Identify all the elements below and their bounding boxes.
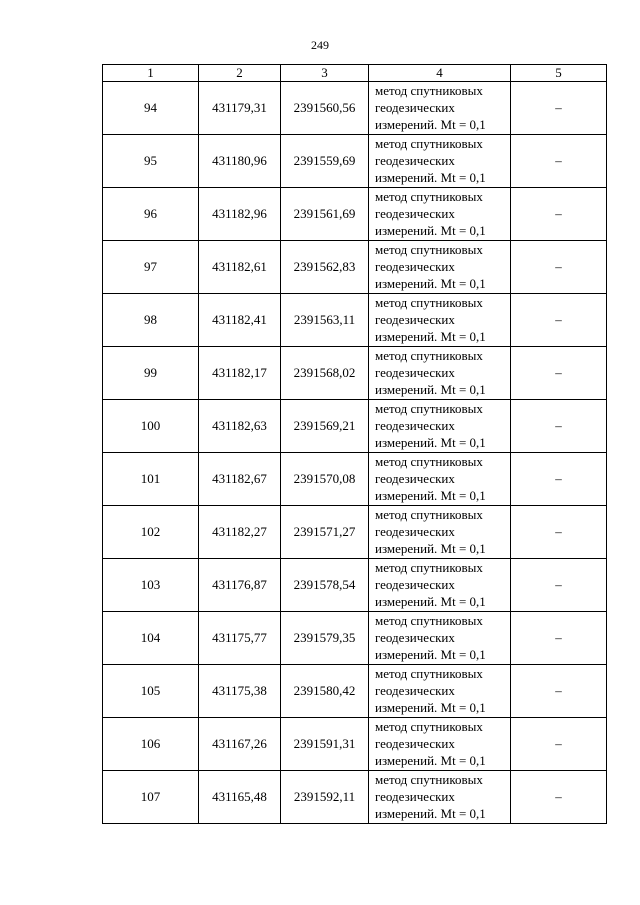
note-cell: – xyxy=(511,665,607,718)
method-line: геодезических xyxy=(375,365,455,380)
y-coordinate-cell: 2391571,27 xyxy=(281,506,369,559)
point-number-cell: 94 xyxy=(103,82,199,135)
y-coordinate-cell: 2391563,11 xyxy=(281,294,369,347)
note-cell: – xyxy=(511,188,607,241)
method-cell xyxy=(369,400,511,453)
table-header-row xyxy=(103,65,607,82)
point-number-cell: 97 xyxy=(103,241,199,294)
note-cell: – xyxy=(511,718,607,771)
point-number-cell: 102 xyxy=(103,506,199,559)
y-coordinate-cell: 2391591,31 xyxy=(281,718,369,771)
method-line: метод спутниковых xyxy=(375,242,483,257)
note-cell: – xyxy=(511,453,607,506)
method-line: измерений. Mt = 0,1 xyxy=(375,435,486,450)
method-line: геодезических xyxy=(375,683,455,698)
method-line: метод спутниковых xyxy=(375,560,483,575)
method-line: метод спутниковых xyxy=(375,83,483,98)
method-line: геодезических xyxy=(375,312,455,327)
point-number-cell: 104 xyxy=(103,612,199,665)
table-row xyxy=(103,347,607,400)
method-line: геодезических xyxy=(375,100,455,115)
method-cell xyxy=(369,665,511,718)
y-coordinate-cell: 2391561,69 xyxy=(281,188,369,241)
x-coordinate-cell: 431182,67 xyxy=(199,453,281,506)
y-coordinate-cell: 2391579,35 xyxy=(281,612,369,665)
method-line: метод спутниковых xyxy=(375,772,483,787)
point-number-cell: 100 xyxy=(103,400,199,453)
table-row xyxy=(103,559,607,612)
y-coordinate-cell: 2391568,02 xyxy=(281,347,369,400)
note-cell: – xyxy=(511,612,607,665)
method-line: геодезических xyxy=(375,206,455,221)
note-cell: – xyxy=(511,241,607,294)
method-line: метод спутниковых xyxy=(375,507,483,522)
x-coordinate-cell: 431182,61 xyxy=(199,241,281,294)
method-line: измерений. Mt = 0,1 xyxy=(375,594,486,609)
y-coordinate-cell: 2391569,21 xyxy=(281,400,369,453)
method-line: геодезических xyxy=(375,630,455,645)
note-cell: – xyxy=(511,347,607,400)
method-line: измерений. Mt = 0,1 xyxy=(375,753,486,768)
y-coordinate-cell: 2391578,54 xyxy=(281,559,369,612)
note-cell: – xyxy=(511,400,607,453)
point-number-cell: 107 xyxy=(103,771,199,824)
method-line: метод спутниковых xyxy=(375,613,483,628)
table-row xyxy=(103,506,607,559)
table-row xyxy=(103,82,607,135)
table-row xyxy=(103,135,607,188)
column-header: 2 xyxy=(199,65,281,82)
method-cell xyxy=(369,135,511,188)
table-row xyxy=(103,294,607,347)
method-line: измерений. Mt = 0,1 xyxy=(375,806,486,821)
method-cell xyxy=(369,347,511,400)
point-number-cell: 105 xyxy=(103,665,199,718)
method-line: метод спутниковых xyxy=(375,401,483,416)
page-number: 249 xyxy=(311,38,329,52)
method-line: измерений. Mt = 0,1 xyxy=(375,117,486,132)
point-number-cell: 98 xyxy=(103,294,199,347)
method-line: измерений. Mt = 0,1 xyxy=(375,276,486,291)
method-line: метод спутниковых xyxy=(375,348,483,363)
x-coordinate-cell: 431179,31 xyxy=(199,82,281,135)
column-header: 1 xyxy=(103,65,199,82)
method-cell xyxy=(369,559,511,612)
column-header: 3 xyxy=(281,65,369,82)
method-cell xyxy=(369,82,511,135)
coordinates-table xyxy=(102,64,607,824)
x-coordinate-cell: 431182,41 xyxy=(199,294,281,347)
method-cell xyxy=(369,506,511,559)
x-coordinate-cell: 431165,48 xyxy=(199,771,281,824)
method-line: геодезических xyxy=(375,153,455,168)
method-line: метод спутниковых xyxy=(375,295,483,310)
x-coordinate-cell: 431175,38 xyxy=(199,665,281,718)
method-line: метод спутниковых xyxy=(375,189,483,204)
point-number-cell: 95 xyxy=(103,135,199,188)
table-row xyxy=(103,771,607,824)
method-cell xyxy=(369,612,511,665)
table-row xyxy=(103,400,607,453)
column-header: 5 xyxy=(511,65,607,82)
point-number-cell: 106 xyxy=(103,718,199,771)
y-coordinate-cell: 2391570,08 xyxy=(281,453,369,506)
note-cell: – xyxy=(511,135,607,188)
method-cell xyxy=(369,718,511,771)
method-line: метод спутниковых xyxy=(375,666,483,681)
method-line: метод спутниковых xyxy=(375,719,483,734)
note-cell: – xyxy=(511,771,607,824)
table-body xyxy=(103,82,607,824)
method-line: геодезических xyxy=(375,259,455,274)
method-line: геодезических xyxy=(375,736,455,751)
x-coordinate-cell: 431180,96 xyxy=(199,135,281,188)
method-line: измерений. Mt = 0,1 xyxy=(375,647,486,662)
note-cell: – xyxy=(511,506,607,559)
x-coordinate-cell: 431176,87 xyxy=(199,559,281,612)
y-coordinate-cell: 2391580,42 xyxy=(281,665,369,718)
table-row xyxy=(103,453,607,506)
y-coordinate-cell: 2391562,83 xyxy=(281,241,369,294)
method-cell xyxy=(369,294,511,347)
method-line: измерений. Mt = 0,1 xyxy=(375,329,486,344)
x-coordinate-cell: 431182,27 xyxy=(199,506,281,559)
method-line: измерений. Mt = 0,1 xyxy=(375,700,486,715)
method-cell xyxy=(369,453,511,506)
method-line: геодезических xyxy=(375,418,455,433)
method-line: измерений. Mt = 0,1 xyxy=(375,488,486,503)
point-number-cell: 96 xyxy=(103,188,199,241)
note-cell: – xyxy=(511,294,607,347)
table-row xyxy=(103,665,607,718)
method-line: метод спутниковых xyxy=(375,454,483,469)
method-cell xyxy=(369,188,511,241)
x-coordinate-cell: 431175,77 xyxy=(199,612,281,665)
method-line: измерений. Mt = 0,1 xyxy=(375,170,486,185)
method-line: измерений. Mt = 0,1 xyxy=(375,382,486,397)
y-coordinate-cell: 2391559,69 xyxy=(281,135,369,188)
x-coordinate-cell: 431182,96 xyxy=(199,188,281,241)
table-row xyxy=(103,241,607,294)
table-row xyxy=(103,612,607,665)
table-row xyxy=(103,188,607,241)
point-number-cell: 103 xyxy=(103,559,199,612)
y-coordinate-cell: 2391592,11 xyxy=(281,771,369,824)
method-line: измерений. Mt = 0,1 xyxy=(375,223,486,238)
column-header: 4 xyxy=(369,65,511,82)
method-line: геодезических xyxy=(375,524,455,539)
point-number-cell: 101 xyxy=(103,453,199,506)
table-row xyxy=(103,718,607,771)
point-number-cell: 99 xyxy=(103,347,199,400)
x-coordinate-cell: 431167,26 xyxy=(199,718,281,771)
method-cell xyxy=(369,771,511,824)
method-line: геодезических xyxy=(375,789,455,804)
y-coordinate-cell: 2391560,56 xyxy=(281,82,369,135)
method-line: геодезических xyxy=(375,471,455,486)
method-line: геодезических xyxy=(375,577,455,592)
x-coordinate-cell: 431182,17 xyxy=(199,347,281,400)
note-cell: – xyxy=(511,82,607,135)
x-coordinate-cell: 431182,63 xyxy=(199,400,281,453)
method-cell xyxy=(369,241,511,294)
note-cell: – xyxy=(511,559,607,612)
method-line: измерений. Mt = 0,1 xyxy=(375,541,486,556)
method-line: метод спутниковых xyxy=(375,136,483,151)
